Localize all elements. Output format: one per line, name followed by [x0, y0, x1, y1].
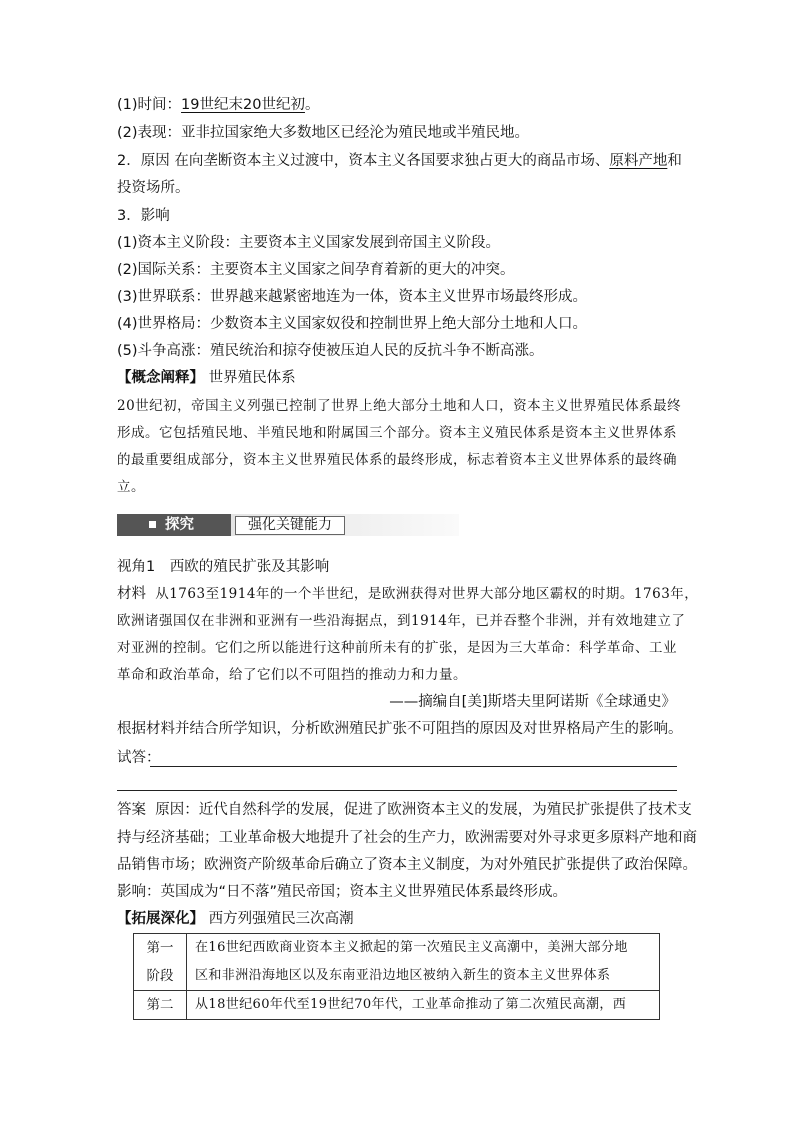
- concept-text-line: 形成。它包括殖民地、半殖民地和附属国三个部分。资本主义殖民体系是资本主义世界体系: [117, 425, 677, 441]
- material-text: 从1763至1914年的一个半世纪，是欧洲获得对世界大部分地区霸权的时期。1763年，: [155, 586, 699, 602]
- answer-line: 品销售市场；欧洲资产阶级革命后确立了资本主义制度，为对外殖民扩张提供了政治保障。: [117, 857, 697, 873]
- impact-heading: 3．影响: [117, 208, 170, 224]
- cause-text: 2．原因 在向垄断资本主义过渡中，资本主义各国要求独占更大的商品市场、: [117, 153, 610, 169]
- cause-line-1: [117, 151, 682, 171]
- material-line: 欧洲诸强国仅在非洲和亚洲有一些沿海据点，到1914年，已并吞整个非洲，并有效地建立了: [117, 613, 686, 629]
- impact-item: (2)国际关系：主要资本主义国家之间孕育着新的更大的冲突。: [117, 262, 515, 278]
- impact-item: (4)世界格局：少数资本主义国家奴役和控制世界上绝大部分土地和人口。: [117, 316, 588, 332]
- material-line-1: [117, 584, 698, 604]
- cell-label: 第二: [146, 997, 174, 1013]
- table-row: [134, 991, 660, 1020]
- question: 根据材料并结合所学知识，分析欧洲殖民扩张不可阻挡的原因及对世界格局产生的影响。: [117, 721, 683, 737]
- answer-line-1: [117, 800, 692, 820]
- time-value: 19世纪末20世纪初: [181, 97, 305, 113]
- cause-underlined: 原料产地: [609, 153, 668, 169]
- concept-heading: [117, 368, 296, 388]
- answer-line: 影响：英国成为“日不落”殖民帝国；资本主义世界殖民体系最终形成。: [117, 884, 568, 900]
- table-label-cell: [134, 991, 187, 1020]
- concept-text-line: 的最重要组成部分，资本主义世界殖民体系的最终形成，标志着资本主义世界体系的最终确: [117, 452, 677, 468]
- time-suffix: 。: [304, 97, 320, 113]
- table-label-cell: [134, 934, 187, 991]
- answer-tag: 答案: [117, 802, 146, 818]
- explore-banner: [117, 514, 433, 538]
- extension-title: 西方列强殖民三次高潮: [208, 911, 354, 927]
- impact-item: (1)资本主义阶段：主要资本主义国家发展到帝国主义阶段。: [117, 235, 501, 251]
- cell-text: 在16世纪西欧商业资本主义掀起的第一次殖民主义高潮中，美洲大部分地: [195, 940, 628, 955]
- extension-tag: 【拓展深化】: [117, 911, 204, 927]
- cause-suffix: 和: [667, 153, 682, 169]
- answer-text: 原因：近代自然科学的发展，促进了欧洲资本主义的发展，为殖民扩张提供了技术支: [155, 802, 692, 818]
- cell-label: 阶段: [146, 968, 174, 984]
- material-source: ——摘编自[美]斯塔夫里阿诺斯《全球通史》: [389, 694, 676, 710]
- concept-tag: 【概念阐释】: [117, 370, 204, 386]
- table-text-cell: [187, 991, 660, 1020]
- banner-title: 探究: [165, 517, 194, 533]
- cell-text: 从18世纪60年代至19世纪70年代，工业革命推动了第二次殖民高潮，西: [195, 997, 627, 1012]
- cell-text: 区和非洲沿海地区以及东南亚沿边地区被纳入新生的资本主义世界体系: [195, 968, 611, 983]
- table-text-cell: [187, 934, 660, 991]
- answer-blank-line[interactable]: [150, 766, 677, 767]
- colonial-waves-table: [133, 933, 660, 1020]
- concept-text-line: 20世纪初，帝国主义列强已控制了世界上绝大部分土地和人口，资本主义世界殖民体系最终: [117, 398, 682, 414]
- perspective-title: 视角1 西欧的殖民扩张及其影响: [117, 559, 330, 575]
- material-tag: 材料: [117, 586, 146, 602]
- square-icon: [149, 521, 156, 528]
- time-label: (1)时间：: [117, 97, 182, 113]
- cell-label: 第一: [146, 940, 174, 956]
- material-line: 对亚洲的控制。它们之所以能进行这种前所未有的扩张，是因为三大革命：科学革命、工业: [117, 640, 677, 656]
- expression-line: (2)表现：亚非拉国家绝大多数地区已经沦为殖民地或半殖民地。: [117, 125, 530, 141]
- answer-line: 持与经济基础；工业革命极大地提升了社会的生产力，欧洲需要对外寻求更多原料产地和商: [117, 830, 697, 846]
- extension-heading: [117, 909, 354, 929]
- try-answer-label: 试答：: [117, 750, 161, 766]
- banner-dark-label: [117, 514, 231, 536]
- table-row: [134, 934, 660, 991]
- banner-box-label: 强化关键能力: [235, 516, 345, 535]
- concept-text-line: 立。: [117, 479, 145, 495]
- concept-title: 世界殖民体系: [208, 370, 296, 386]
- answer-blank-line[interactable]: [117, 790, 677, 791]
- impact-item: (3)世界联系：世界越来越紧密地连为一体，资本主义世界市场最终形成。: [117, 289, 588, 305]
- time-line: [117, 95, 319, 115]
- cause-line-2: 投资场所。: [117, 180, 190, 196]
- impact-item: (5)斗争高涨：殖民统治和掠夺使被压迫人民的反抗斗争不断高涨。: [117, 343, 544, 359]
- material-line: 革命和政治革命，给了它们以不可阻挡的推动力和力量。: [117, 667, 467, 683]
